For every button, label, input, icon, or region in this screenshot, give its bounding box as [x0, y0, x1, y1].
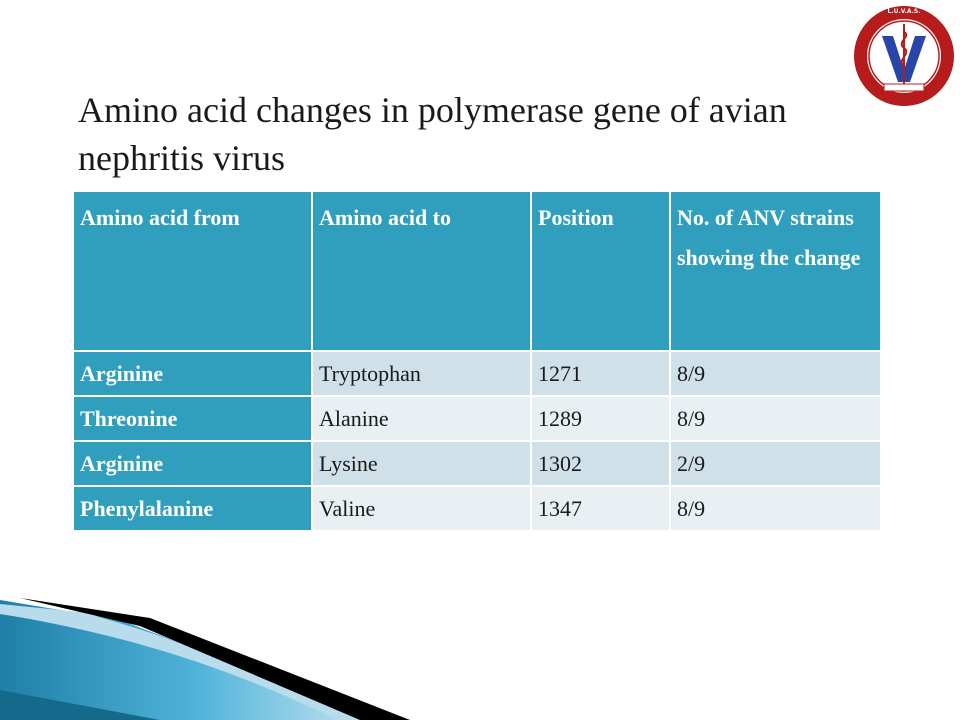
table-header-row	[73, 191, 881, 351]
cell-from: Arginine	[73, 351, 312, 396]
cell-to: Alanine	[312, 396, 531, 441]
cell-position: 1302	[531, 441, 670, 486]
header-position: Position	[531, 191, 670, 351]
table-row	[73, 441, 881, 486]
table-row	[73, 486, 881, 531]
cell-position: 1347	[531, 486, 670, 531]
amino-acid-changes-table	[72, 190, 882, 532]
cell-from: Threonine	[73, 396, 312, 441]
table-row	[73, 351, 881, 396]
header-strain-count: No. of ANV strains showing the change	[670, 191, 881, 351]
slide-title: Amino acid changes in polymerase gene of avian nephritis virus	[78, 90, 787, 178]
cell-from: Phenylalanine	[73, 486, 312, 531]
table-row	[73, 396, 881, 441]
university-seal-icon	[852, 4, 956, 108]
cell-to: Tryptophan	[312, 351, 531, 396]
header-amino-acid-to: Amino acid to	[312, 191, 531, 351]
cell-strains: 8/9	[670, 486, 881, 531]
cell-strains: 8/9	[670, 351, 881, 396]
cell-position: 1271	[531, 351, 670, 396]
header-amino-acid-from: Amino acid from	[73, 191, 312, 351]
cell-strains: 2/9	[670, 441, 881, 486]
cell-from: Arginine	[73, 441, 312, 486]
decorative-swoosh	[0, 580, 960, 720]
cell-to: Lysine	[312, 441, 531, 486]
cell-to: Valine	[312, 486, 531, 531]
cell-strains: 8/9	[670, 396, 881, 441]
svg-text:L.U.V.A.S.: L.U.V.A.S.	[887, 8, 921, 15]
cell-position: 1289	[531, 396, 670, 441]
